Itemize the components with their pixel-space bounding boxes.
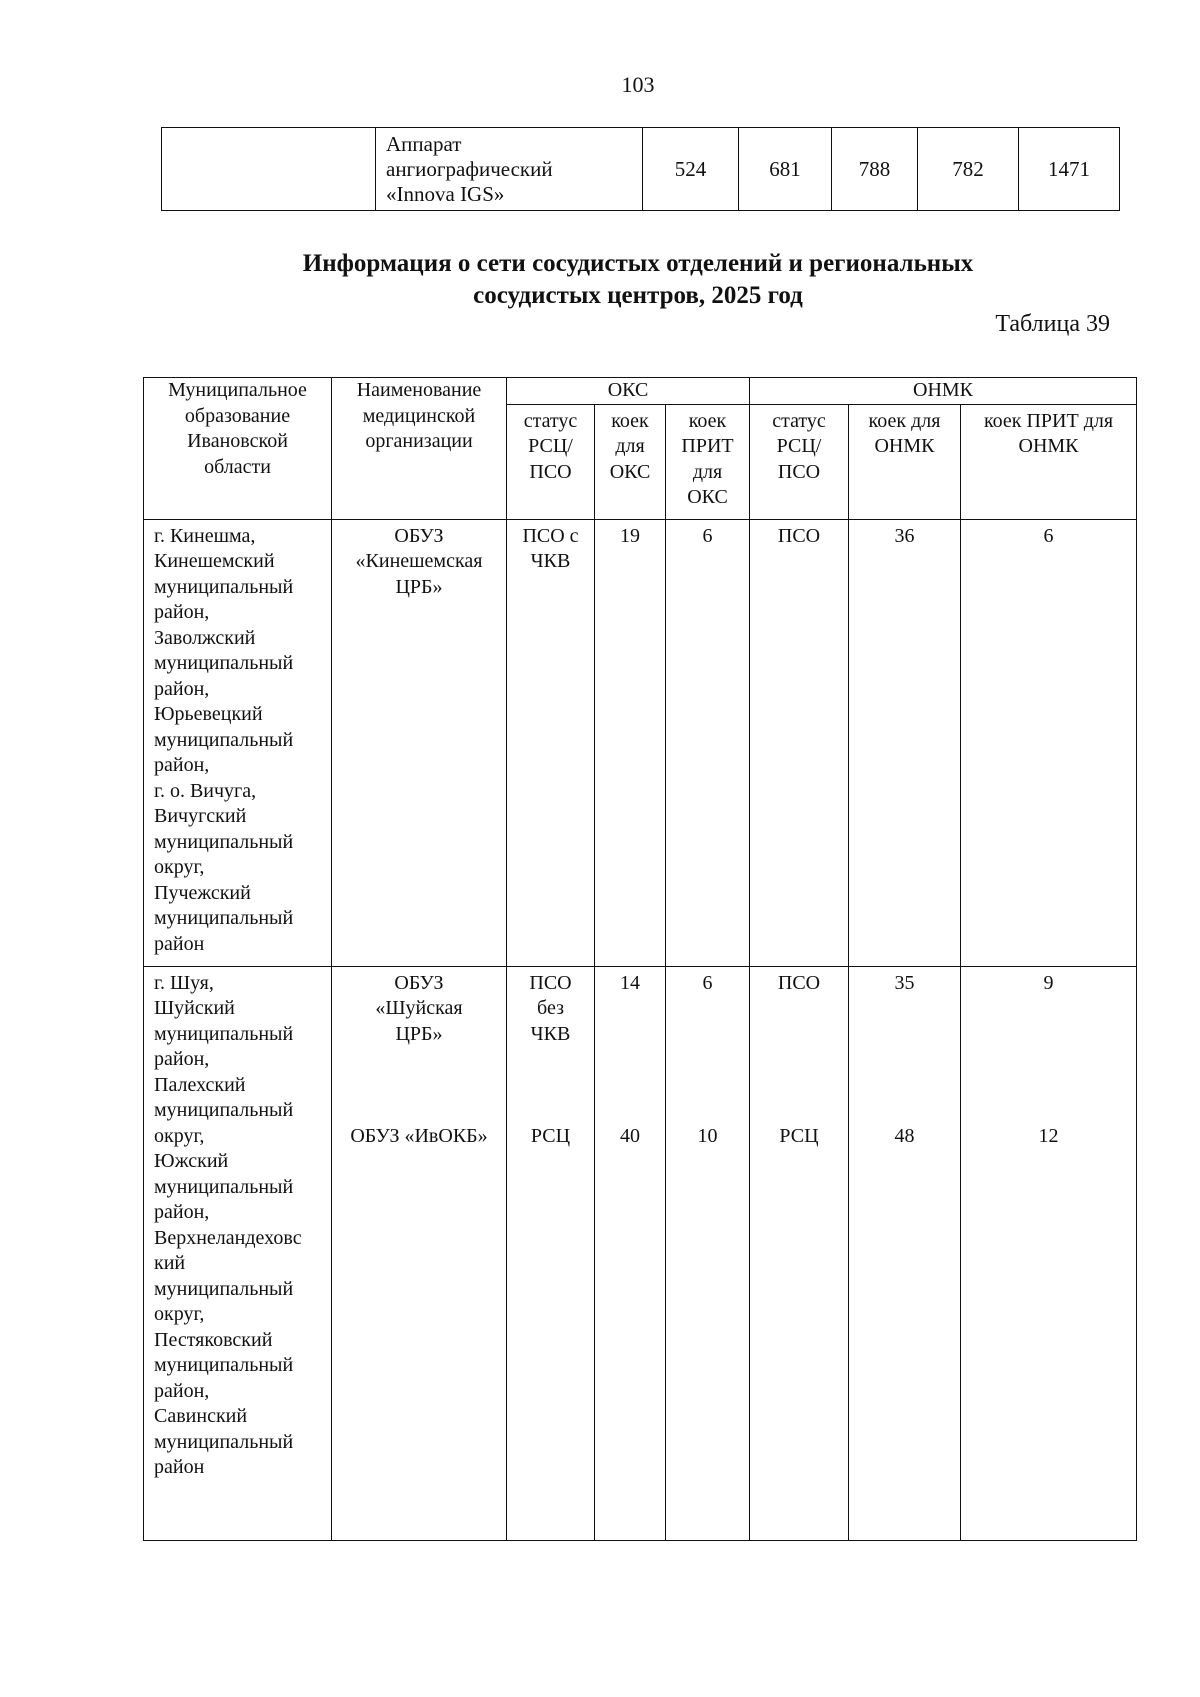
area-line: Кинешемский xyxy=(154,550,275,572)
equipment-name-line: ангиографический xyxy=(386,156,553,181)
header-oks-beds xyxy=(595,404,666,519)
header-onmk: ОНМК xyxy=(750,378,1137,405)
area-line: Шуйский xyxy=(154,997,235,1019)
status-line: ПСО с xyxy=(522,524,579,547)
value-line: 12 xyxy=(1038,1125,1059,1147)
empty-cell xyxy=(162,128,376,211)
area-line: Вичугский xyxy=(154,805,247,827)
area-line: муниципальный xyxy=(154,830,294,853)
header-line: для xyxy=(692,460,723,483)
header-line: ОКС xyxy=(609,460,651,483)
header-line: ОНМК xyxy=(1018,435,1079,457)
header-onmk-status xyxy=(750,404,849,519)
oks-icu-beds-cell: 6 xyxy=(666,519,750,966)
title-line: сосудистых центров, 2025 год xyxy=(473,282,803,309)
area-line: муниципальный xyxy=(154,1022,294,1045)
header-line: коек ПРИТ для xyxy=(983,409,1114,432)
organization-cell xyxy=(332,966,507,1540)
onmk-status-cell xyxy=(750,966,849,1540)
area-line: г. Кинешма, xyxy=(154,524,256,547)
area-line: муниципальный xyxy=(154,1175,294,1198)
header-oks-status xyxy=(507,404,595,519)
area-line: муниципальный xyxy=(154,1277,294,1300)
empty-line xyxy=(595,1022,665,1048)
spacer xyxy=(666,1047,749,1124)
table-row xyxy=(144,966,1137,1540)
onmk-icu-beds-cell: 6 xyxy=(961,519,1137,966)
area-line: Верхнеландеховс xyxy=(154,1226,302,1249)
empty-line xyxy=(750,996,848,1022)
header-line: области xyxy=(204,455,271,478)
area-line: муниципальный xyxy=(154,728,294,751)
header-oks: ОКС xyxy=(507,378,750,405)
empty-line xyxy=(750,1022,848,1048)
header-line: образование xyxy=(184,404,291,427)
spacer xyxy=(507,1047,594,1124)
header-line: медицинской xyxy=(362,404,476,427)
empty-line xyxy=(849,1022,960,1048)
value-line: 14 xyxy=(620,971,640,994)
spacer xyxy=(332,1047,506,1124)
value-line: РСЦ xyxy=(779,1125,819,1147)
area-line: Заволжский xyxy=(154,626,256,649)
spacer xyxy=(961,1047,1136,1124)
area-line: Юрьевецкий xyxy=(154,703,263,725)
onmk-icu-beds-cell xyxy=(961,966,1137,1540)
header-line: Наименование xyxy=(356,379,482,401)
organization-line: «Кинешемская xyxy=(355,550,483,572)
area-line: муниципальный xyxy=(154,652,294,674)
area-line: г. Шуя, xyxy=(154,971,214,994)
area-line: район, xyxy=(154,601,210,623)
continuation-table xyxy=(161,127,1120,211)
header-line: РСЦ/ xyxy=(776,435,822,457)
oks-beds-cell: 19 xyxy=(595,519,666,966)
organization-line: ОБУЗ xyxy=(394,971,444,994)
area-line: Пучежский xyxy=(154,881,251,904)
area-line: г. о. Вичуга, xyxy=(154,779,257,802)
header-line: ОНМК xyxy=(874,435,935,457)
municipality-cell xyxy=(144,519,332,966)
area-line: муниципальный xyxy=(154,907,294,929)
header-line: ПРИТ xyxy=(681,435,734,457)
value-cell: 1471 xyxy=(1019,128,1120,211)
header-line: ПСО xyxy=(777,460,821,483)
value-line: ПСО xyxy=(777,971,821,994)
header-line: коек xyxy=(688,409,727,432)
empty-line xyxy=(595,996,665,1022)
value-cell: 788 xyxy=(832,128,918,211)
equipment-name-line: «Innova IGS» xyxy=(386,181,505,206)
table-label: Таблица 39 xyxy=(995,311,1110,337)
area-line: муниципальный xyxy=(154,1099,294,1121)
table-row xyxy=(144,519,1137,966)
empty-line xyxy=(961,1022,1136,1048)
organization-line: ЦРБ» xyxy=(395,1022,443,1045)
area-line: муниципальный xyxy=(154,1430,294,1453)
header-oks-icu-beds xyxy=(666,404,750,519)
value-line: 40 xyxy=(620,1125,640,1147)
header-organization xyxy=(332,378,507,520)
onmk-beds-cell: 36 xyxy=(849,519,961,966)
equipment-name-line: Аппарат xyxy=(386,131,462,156)
onmk-status-cell: ПСО xyxy=(750,519,849,966)
title-line: Информация о сети сосудистых отделений и региональных xyxy=(302,250,974,277)
area-line: муниципальный xyxy=(154,1354,294,1376)
area-line: Пестяковский xyxy=(154,1328,273,1351)
municipality-cell xyxy=(144,966,332,1540)
area-line: округ, xyxy=(154,856,205,878)
continuation-row xyxy=(162,128,1120,211)
value-cell: 681 xyxy=(739,128,832,211)
equipment-name-cell xyxy=(376,128,643,211)
header-line: организации xyxy=(365,430,473,452)
organization-line: «Шуйская xyxy=(375,997,463,1019)
area-line: Палехский xyxy=(154,1073,246,1096)
value-cell: 782 xyxy=(918,128,1019,211)
value-line: 6 xyxy=(702,971,713,994)
value-line: 9 xyxy=(1043,971,1054,994)
area-line: Южский xyxy=(154,1150,229,1172)
organization-cell xyxy=(332,519,507,966)
status-line: РСЦ xyxy=(530,1125,571,1147)
header-line: для xyxy=(615,435,645,457)
area-line: район xyxy=(154,932,205,955)
header-line: статус xyxy=(772,409,826,432)
status-line: ПСО xyxy=(529,971,572,994)
value-cell: 524 xyxy=(643,128,739,211)
empty-line xyxy=(666,1022,749,1048)
header-row xyxy=(144,378,1137,405)
area-line: кий xyxy=(154,1252,186,1274)
document-title xyxy=(150,248,1126,312)
area-line: район, xyxy=(154,1379,210,1402)
organization-line: ЦРБ» xyxy=(395,575,443,598)
empty-line xyxy=(961,996,1136,1022)
oks-status-cell xyxy=(507,519,595,966)
status-line: ЧКВ xyxy=(530,550,571,572)
header-onmk-beds xyxy=(849,404,961,519)
empty-line xyxy=(666,996,749,1022)
oks-icu-beds-cell xyxy=(666,966,750,1540)
area-line: район, xyxy=(154,1201,210,1223)
header-line: коек xyxy=(611,409,649,432)
spacer xyxy=(750,1047,848,1124)
organization-line: ОБУЗ xyxy=(394,524,444,547)
header-line: Муниципальное xyxy=(168,379,307,401)
header-municipality xyxy=(144,378,332,520)
oks-status-cell xyxy=(507,966,595,1540)
header-line: РСЦ/ xyxy=(528,435,573,457)
area-line: округ, xyxy=(154,1303,205,1325)
area-line: район, xyxy=(154,754,210,776)
header-line: ОКС xyxy=(687,486,728,508)
page-number: 103 xyxy=(621,72,655,97)
spacer xyxy=(849,1047,960,1124)
vascular-centers-table xyxy=(143,377,1137,1541)
status-line: ЧКВ xyxy=(530,1022,571,1045)
header-line: Ивановской xyxy=(187,430,288,452)
value-line: 35 xyxy=(894,971,915,994)
value-line: 48 xyxy=(894,1125,915,1147)
header-line: ПСО xyxy=(529,460,572,483)
oks-beds-cell xyxy=(595,966,666,1540)
status-line: без xyxy=(537,997,564,1019)
area-line: муниципальный xyxy=(154,575,294,598)
header-line: статус xyxy=(523,409,578,432)
header-onmk-icu-beds xyxy=(961,404,1137,519)
area-line: район, xyxy=(154,1048,210,1070)
header-line: коек для xyxy=(868,409,941,432)
area-line: район, xyxy=(154,677,210,700)
value-line: 10 xyxy=(697,1125,718,1147)
area-line: округ, xyxy=(154,1124,205,1147)
onmk-beds-cell xyxy=(849,966,961,1540)
area-line: район xyxy=(154,1456,205,1478)
spacer xyxy=(595,1047,665,1124)
area-line: Савинский xyxy=(154,1405,248,1427)
organization-line: ОБУЗ «ИвОКБ» xyxy=(350,1125,488,1147)
empty-line xyxy=(849,996,960,1022)
